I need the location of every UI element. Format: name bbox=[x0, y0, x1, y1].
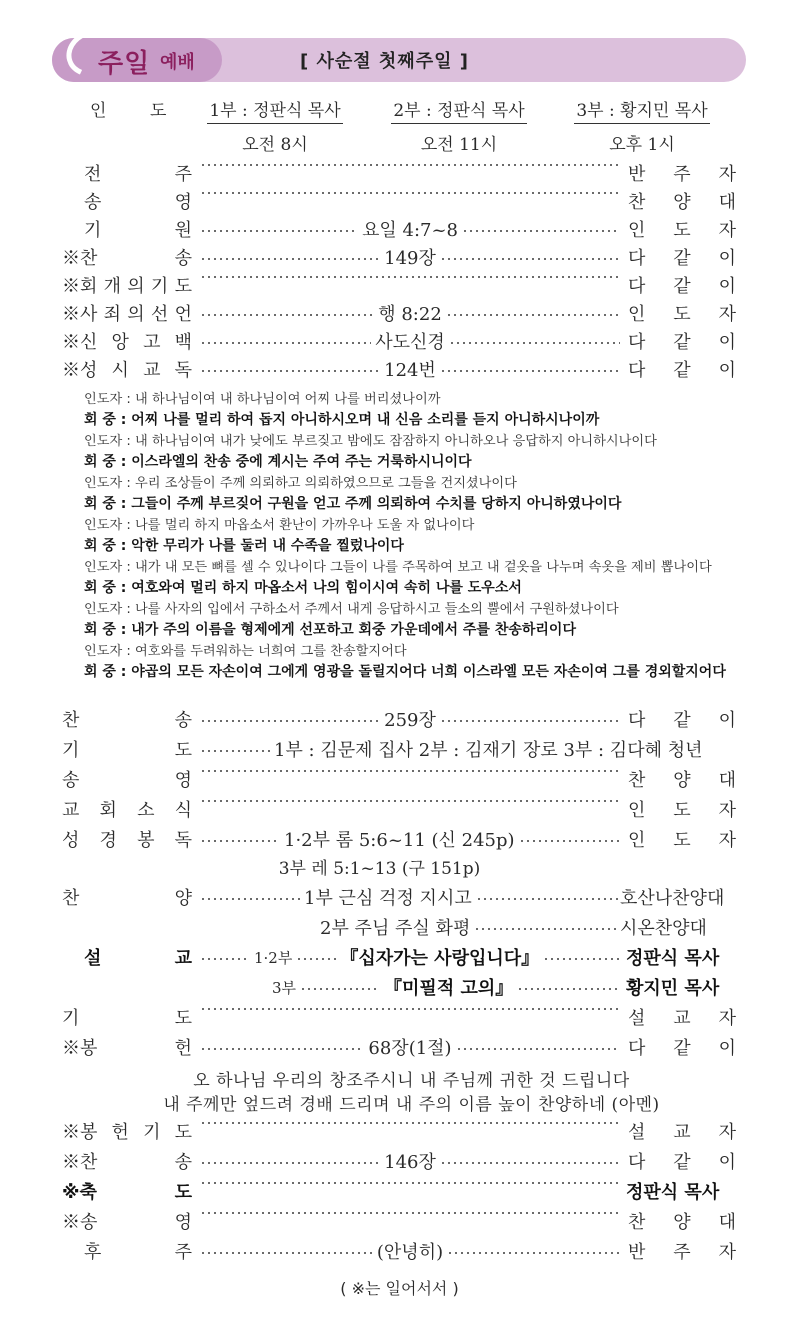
service-2-leader: 2부 : 정판식 목사 bbox=[391, 96, 526, 124]
anthem-label: 송 영 bbox=[62, 770, 192, 791]
congregation-line: 회 중 : 어찌 나를 멀리 하여 돕지 아니하시오며 내 신음 소리를 듣지 아니하시나이까 bbox=[84, 412, 600, 428]
hymn-label: 찬 송 bbox=[62, 710, 192, 731]
congregation-line: 회 중 : 내가 주의 이름을 형제에게 선포하고 회중 가운데에서 주를 찬송하리이다 bbox=[84, 622, 576, 638]
leader-line: 인도자 : 내가 내 모든 뼈를 셀 수 있나이다 그들이 나를 주목하여 보고 내 겉옷을 나누며 속옷을 제비 뽑나이다 bbox=[84, 560, 712, 575]
scripture-row bbox=[0, 826, 799, 854]
service-2 bbox=[384, 96, 534, 155]
order1-row bbox=[0, 216, 799, 244]
prayer2-right: 설 교 자 bbox=[628, 1008, 736, 1029]
postlude-right: 반 주 자 bbox=[628, 1242, 736, 1263]
prayer2-row bbox=[0, 1004, 799, 1032]
order1-row bbox=[0, 328, 799, 356]
order1-middle bbox=[200, 188, 620, 194]
offering-row bbox=[0, 1034, 799, 1062]
hymn-right: 다 같 이 bbox=[628, 710, 736, 731]
order1-label: 송 영 bbox=[84, 192, 192, 213]
order1-right: 반 주 자 bbox=[628, 164, 736, 185]
order1-label: ※찬 송 bbox=[62, 248, 192, 269]
order1-middle: 149장 bbox=[200, 244, 620, 270]
leader-line: 인도자 : 나를 사자의 입에서 구하소서 주께서 내게 응답하시고 들소의 뿔에서 구원하셨나이다 bbox=[84, 602, 619, 617]
order1-row bbox=[0, 356, 799, 384]
benediction-label: ※축 도 bbox=[62, 1182, 192, 1203]
order1-right: 다 같 이 bbox=[628, 332, 736, 353]
sermon-title: 『십자가는 사랑입니다』 bbox=[340, 948, 540, 969]
service-1-time: 오전 8시 bbox=[242, 135, 308, 155]
order1-label: ※성 시 교 독 bbox=[62, 360, 192, 381]
scripture-right: 인 도 자 bbox=[628, 830, 736, 851]
offering-lyrics-2: 내 주께만 엎드려 경배 드리며 내 주의 이름 높이 찬양하네 (아멘) bbox=[163, 1095, 660, 1115]
prayer2-label: 기 도 bbox=[62, 1008, 192, 1029]
order1-label: 기 원 bbox=[84, 220, 192, 241]
offering-prayer-label: ※봉 헌 기 도 bbox=[62, 1122, 192, 1143]
hymn2-right: 다 같 이 bbox=[628, 1152, 736, 1173]
leader-label-2: 도 bbox=[150, 101, 167, 121]
news-right: 인 도 자 bbox=[628, 800, 736, 821]
footer-note: ( ※는 일어서서 ) bbox=[340, 1279, 459, 1298]
order1-middle: 124번 bbox=[200, 356, 620, 382]
doxology-row bbox=[0, 1208, 799, 1236]
sermon-3-row: 3부 『미필적 고의』 황지민 목사 bbox=[0, 974, 799, 1002]
hymn2-middle: 146장 bbox=[200, 1148, 620, 1174]
praise-2-choir: 시온찬양대 bbox=[620, 918, 707, 939]
postlude-label: 후 주 bbox=[84, 1242, 192, 1263]
doxology-right: 찬 양 대 bbox=[628, 1212, 736, 1233]
leader-line: 인도자 : 우리 조상들이 주께 의뢰하고 의뢰하였으므로 그들을 건지셨나이다 bbox=[84, 476, 517, 491]
praise-row bbox=[0, 884, 799, 912]
logo-main-text: 주일 bbox=[98, 49, 151, 79]
order1-label: ※사 죄 의 선 언 bbox=[62, 304, 192, 325]
order1-middle bbox=[200, 272, 620, 278]
service-3-leader: 3부 : 황지민 목사 bbox=[574, 96, 709, 124]
sermon-3-title: 『미필적 고의』 bbox=[384, 978, 514, 999]
postlude-row bbox=[0, 1238, 799, 1266]
order1-row bbox=[0, 244, 799, 272]
offering-prayer-row bbox=[0, 1118, 799, 1146]
service-1 bbox=[200, 96, 350, 155]
praise-right: 호산나찬양대 bbox=[620, 888, 725, 909]
offering-prayer-right: 설 교 자 bbox=[628, 1122, 736, 1143]
prayer-label: 기 도 bbox=[62, 740, 192, 761]
leader-line: 인도자 : 나를 멀리 하지 마옵소서 환난이 가까우나 도울 자 없나이다 bbox=[84, 518, 475, 533]
congregation-line: 회 중 : 이스라엘의 찬송 중에 계시는 주여 주는 거룩하시니이다 bbox=[84, 454, 472, 470]
service-3-time: 오후 1시 bbox=[609, 135, 675, 155]
order1-middle: 요일 4:7~8 bbox=[200, 216, 620, 242]
order1-row bbox=[0, 160, 799, 188]
hymn2-label: ※찬 송 bbox=[62, 1152, 192, 1173]
praise-2-title: 2부 주님 주실 화평 bbox=[320, 918, 471, 939]
order1-right: 찬 양 대 bbox=[628, 192, 736, 213]
page-title: [ 사순절 첫째주일 ] bbox=[300, 51, 469, 72]
sermon-row bbox=[0, 944, 799, 972]
order1-right: 다 같 이 bbox=[628, 276, 736, 297]
leader-label-1: 인 bbox=[90, 101, 107, 121]
offering-right: 다 같 이 bbox=[628, 1038, 736, 1059]
praise-2-row bbox=[0, 914, 799, 942]
leader-line: 인도자 : 내 하나님이여 내가 낮에도 부르짖고 밤에도 잠잠하지 아니하오나 응답하지 아니하시나이다 bbox=[84, 434, 657, 449]
sermon-middle: 1·2부 『십자가는 사랑입니다』 bbox=[200, 944, 620, 970]
hymn2-row bbox=[0, 1148, 799, 1176]
scripture-middle: 1·2부 롬 5:6~11 (신 245p) bbox=[200, 826, 620, 852]
anthem-right: 찬 양 대 bbox=[628, 770, 736, 791]
order1-right: 다 같 이 bbox=[628, 248, 736, 269]
congregation-line: 회 중 : 그들이 주께 부르짖어 구원을 얻고 주께 의뢰하여 수치를 당하지 아니하였나이다 bbox=[84, 496, 622, 512]
logo-sub-text: 예배 bbox=[160, 52, 195, 73]
hymn-middle: 259장 bbox=[200, 706, 620, 732]
service-2-time: 오전 11시 bbox=[420, 135, 498, 155]
order1-middle: 사도신경 bbox=[200, 328, 620, 354]
leader-line: 인도자 : 내 하나님이여 내 하나님이여 어찌 나를 버리셨나이까 bbox=[84, 392, 441, 407]
prayer-row bbox=[0, 736, 799, 764]
scripture-label: 성 경 봉 독 bbox=[62, 830, 192, 851]
sermon-3-preacher: 황지민 목사 bbox=[626, 978, 720, 999]
congregation-line: 회 중 : 여호와여 멀리 하지 마옵소서 나의 힘이시여 속히 나를 도우소서 bbox=[84, 580, 522, 596]
postlude-middle: (안녕히) bbox=[200, 1238, 620, 1264]
order1-right: 다 같 이 bbox=[628, 360, 736, 381]
order1-middle: 행 8:22 bbox=[200, 300, 620, 326]
order1-label: 전 주 bbox=[84, 164, 192, 185]
offering-lyrics-1: 오 하나님 우리의 창조주시니 내 주님께 귀한 것 드립니다 bbox=[193, 1071, 630, 1091]
offering-middle: 68장(1절) bbox=[200, 1034, 620, 1060]
order1-label: ※신 앙 고 백 bbox=[62, 332, 192, 353]
benediction-right: 정판식 목사 bbox=[626, 1182, 720, 1203]
service-1-leader: 1부 : 정판식 목사 bbox=[207, 96, 342, 124]
congregation-line: 회 중 : 야곱의 모든 자손이여 그에게 영광을 돌릴지어다 너희 이스라엘 모든 자손이여 그를 경외할지어다 bbox=[84, 664, 726, 680]
congregation-line: 회 중 : 악한 무리가 나를 둘러 내 수족을 찔렀나이다 bbox=[84, 538, 404, 554]
news-row bbox=[0, 796, 799, 824]
prayer-middle: 1부 : 김문제 집사 2부 : 김재기 장로 3부 : 김다혜 청년 bbox=[200, 736, 740, 762]
order1-middle bbox=[200, 160, 620, 166]
scripture-3-line: 3부 레 5:1~13 (구 151p) bbox=[278, 859, 481, 879]
offering-label: ※봉 헌 bbox=[62, 1038, 192, 1059]
sermon-preacher: 정판식 목사 bbox=[626, 948, 720, 969]
praise-label: 찬 양 bbox=[62, 888, 192, 909]
praise-middle: 1부 근심 걱정 지시고 bbox=[200, 884, 620, 910]
news-label: 교 회 소 식 bbox=[62, 800, 192, 821]
order1-right: 인 도 자 bbox=[628, 304, 736, 325]
leader-line: 인도자 : 여호와를 두려워하는 너희여 그를 찬송할지어다 bbox=[84, 644, 407, 659]
sermon-label: 설 교 bbox=[84, 948, 192, 969]
doxology-label: ※송 영 bbox=[62, 1212, 192, 1233]
order1-right: 인 도 자 bbox=[628, 220, 736, 241]
benediction-row bbox=[0, 1178, 799, 1206]
service-3 bbox=[566, 96, 718, 155]
anthem-row bbox=[0, 766, 799, 794]
order1-label: ※회 개 의 기 도 bbox=[62, 276, 192, 297]
order1-row bbox=[0, 272, 799, 300]
service-leaders bbox=[0, 96, 799, 156]
hymn-row bbox=[0, 706, 799, 734]
order1-row bbox=[0, 300, 799, 328]
order1-row bbox=[0, 188, 799, 216]
